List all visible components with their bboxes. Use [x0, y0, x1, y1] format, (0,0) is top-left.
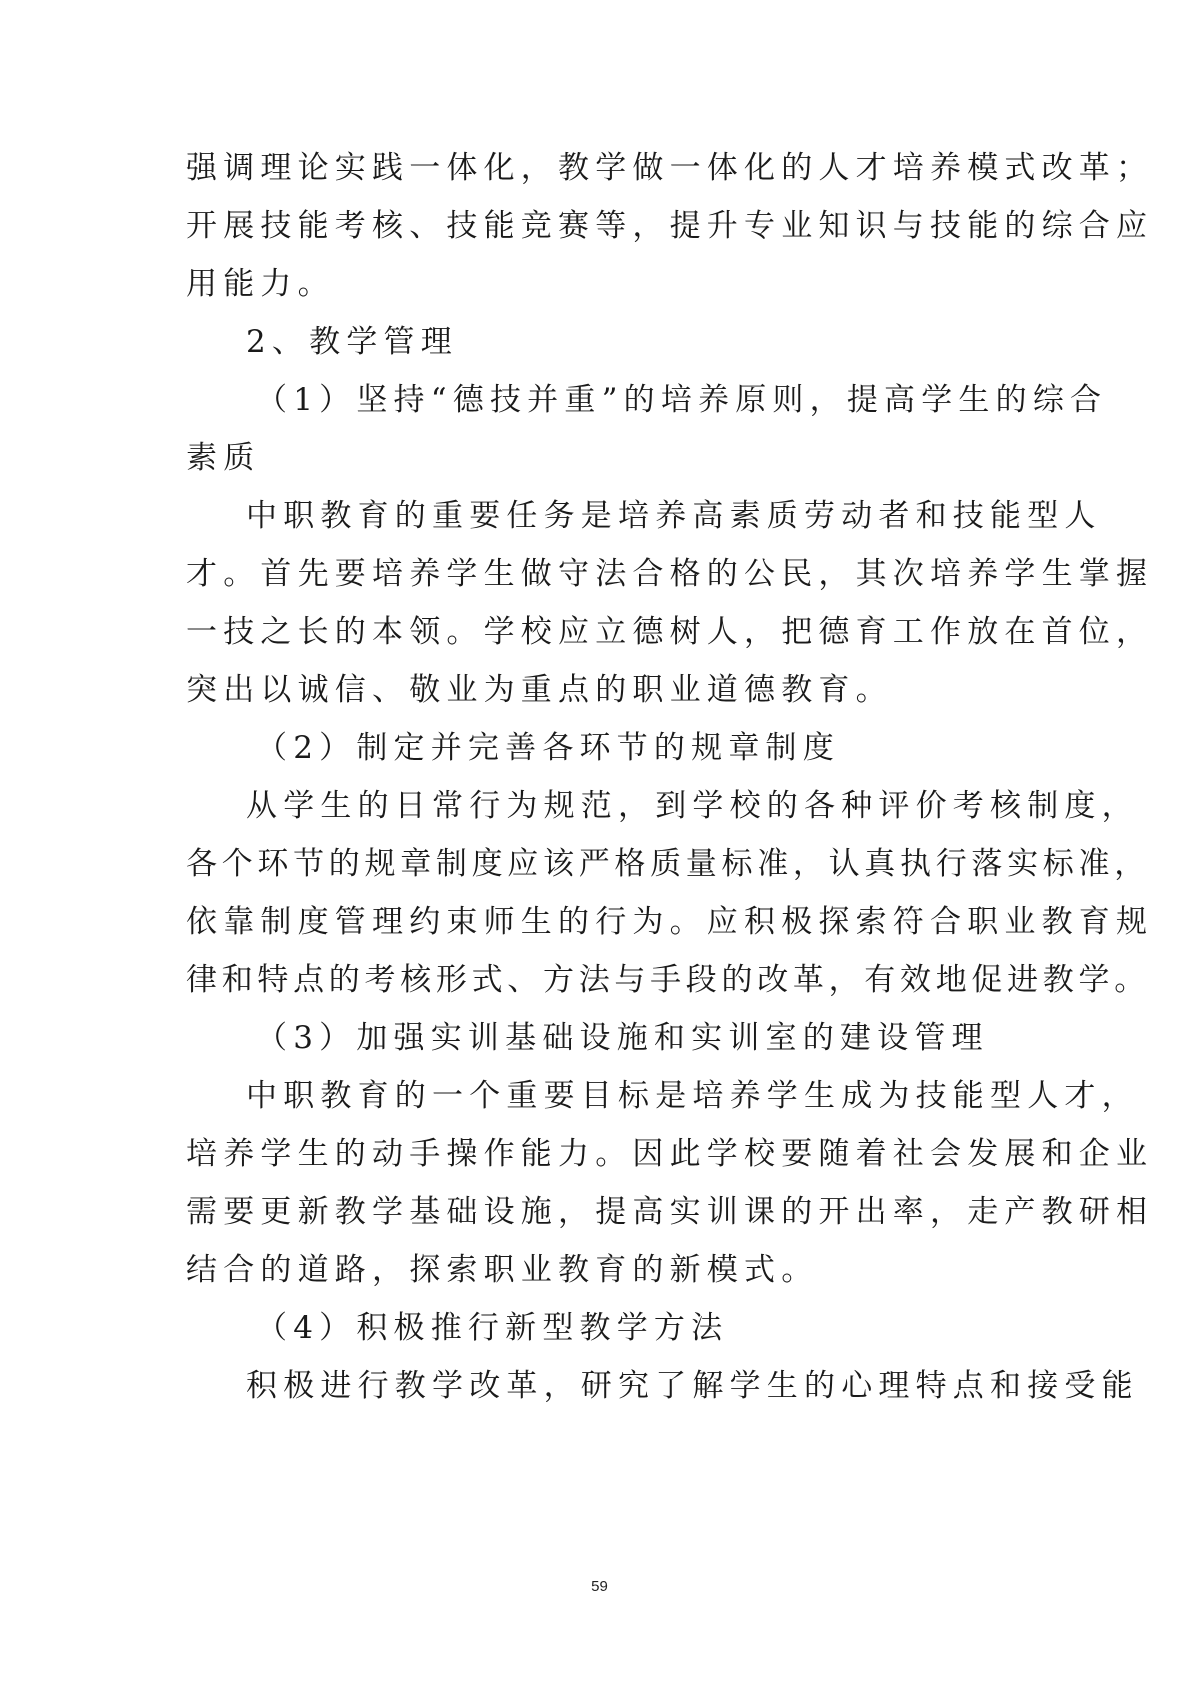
- paragraph-first-line: 从学生的日常行为规范，到学校的各种评价考核制度，: [246, 788, 1139, 824]
- subsection-heading-continued: 素质: [186, 440, 261, 476]
- paragraph-first-line: 中职教育的一个重要目标是培养学生成为技能型人才，: [246, 1078, 1139, 1114]
- paragraph-first-line: 积极进行教学改革，研究了解学生的心理特点和接受能: [246, 1368, 1139, 1404]
- body-text-line: 一技之长的本领。学校应立德树人，把德育工作放在首位，: [186, 614, 1154, 650]
- body-text-line: 强调理论实践一体化，教学做一体化的人才培养模式改革；: [186, 150, 1154, 186]
- body-text-line: 用能力。: [186, 266, 335, 302]
- body-text-line: 律和特点的考核形式、方法与手段的改革，有效地促进教学。: [186, 962, 1150, 998]
- subsection-heading: （4）积极推行新型教学方法: [256, 1310, 729, 1346]
- paragraph-first-line: 中职教育的重要任务是培养高素质劳动者和技能型人: [246, 498, 1102, 534]
- subsection-heading: （2）制定并完善各环节的规章制度: [256, 730, 840, 766]
- body-text-line: 开展技能考核、技能竞赛等，提升专业知识与技能的综合应: [186, 208, 1154, 244]
- body-text-line: 培养学生的动手操作能力。因此学校要随着社会发展和企业: [186, 1136, 1154, 1172]
- body-text-line: 各个环节的规章制度应该严格质量标准，认真执行落实标准，: [186, 846, 1150, 882]
- body-text-line: 才。首先要培养学生做守法合格的公民，其次培养学生掌握: [186, 556, 1154, 592]
- section-heading: 2、教学管理: [246, 324, 458, 360]
- body-text-line: 依靠制度管理约束师生的行为。应积极探索符合职业教育规: [186, 904, 1154, 940]
- body-text-line: 需要更新教学基础设施，提高实训课的开出率，走产教研相: [186, 1194, 1154, 1230]
- subsection-heading: （1）坚持“德技并重”的培养原则，提高学生的综合: [256, 382, 1108, 418]
- subsection-heading: （3）加强实训基础设施和实训室的建设管理: [256, 1020, 989, 1056]
- body-text-line: 突出以诚信、敬业为重点的职业道德教育。: [186, 672, 893, 708]
- body-text-line: 结合的道路，探索职业教育的新模式。: [186, 1252, 819, 1288]
- page-number: 59: [591, 1578, 608, 1595]
